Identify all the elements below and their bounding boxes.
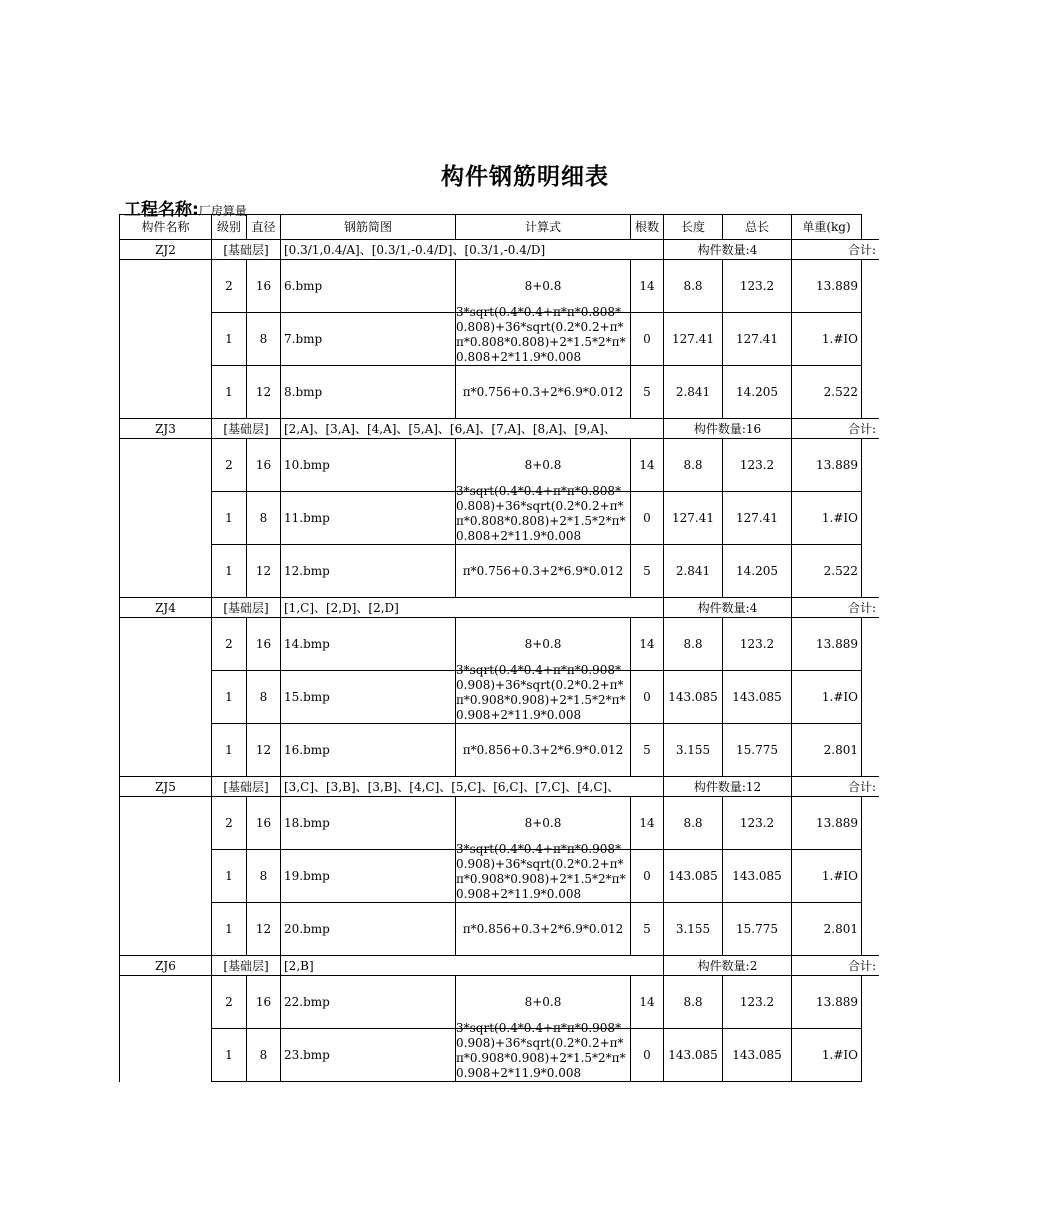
diameter-cell: 16: [247, 439, 281, 492]
diameter-cell: 12: [247, 903, 281, 956]
table-row: [120, 492, 880, 545]
formula-cell: π*0.756+0.3+2*6.9*0.012: [456, 366, 631, 419]
header-diagram: 钢筋简图: [281, 215, 456, 240]
formula-cell: 8+0.8: [456, 976, 631, 1029]
project-line: [124, 195, 247, 220]
formula-cell: π*0.856+0.3+2*6.9*0.012: [456, 903, 631, 956]
diagram-cell: 22.bmp: [281, 976, 456, 1029]
total-length-cell: 127.41: [723, 492, 792, 545]
table-row: [120, 545, 880, 598]
component-positions: [2,A]、[3,A]、[4,A]、[5,A]、[6,A]、[7,A]、[8,A]、[9,A]、: [281, 419, 664, 439]
grade-cell: 2: [212, 439, 247, 492]
total-label: 合计:: [792, 419, 880, 439]
diameter-cell: 8: [247, 313, 281, 366]
length-cell: 127.41: [664, 492, 723, 545]
grade-cell: 2: [212, 260, 247, 313]
unit-weight-cell: 13.889: [792, 976, 862, 1029]
floor-label: [基础层]: [212, 956, 281, 976]
length-cell: 2.841: [664, 545, 723, 598]
unit-weight-cell: 13.889: [792, 797, 862, 850]
count-cell: 0: [631, 850, 664, 903]
unit-weight-cell: 2.801: [792, 903, 862, 956]
total-label: 合计:: [792, 240, 880, 260]
project-label: 工程名称:: [124, 200, 199, 220]
component-positions: [1,C]、[2,D]、[2,D]: [281, 598, 664, 618]
length-cell: 8.8: [664, 976, 723, 1029]
diameter-cell: 16: [247, 618, 281, 671]
diameter-cell: 16: [247, 797, 281, 850]
component-name-blank: [120, 797, 212, 956]
formula-text: 3*sqrt(0.4*0.4+π*π*0.808*0.808)+36*sqrt(0.2*0.2+π*π*0.808*0.808)+2*1.5*2*π*0.808+2*11.9*0.008: [456, 305, 626, 364]
formula-cell: π*0.856+0.3+2*6.9*0.012: [456, 724, 631, 777]
component-name-blank: [120, 618, 212, 777]
total-length-cell: 123.2: [723, 976, 792, 1029]
table-row: [120, 724, 880, 777]
unit-weight-cell: 1.#IO: [792, 850, 862, 903]
total-length-cell: 123.2: [723, 260, 792, 313]
length-cell: 8.8: [664, 797, 723, 850]
unit-weight-cell: 1.#IO: [792, 313, 862, 366]
total-label: 合计:: [792, 777, 880, 797]
length-cell: 8.8: [664, 260, 723, 313]
count-cell: 14: [631, 797, 664, 850]
unit-weight-cell: 1.#IO: [792, 1029, 862, 1082]
grade-cell: 2: [212, 797, 247, 850]
grade-cell: 1: [212, 313, 247, 366]
formula-cell: 8+0.8: [456, 439, 631, 492]
component-count: 构件数量:4: [664, 240, 792, 260]
count-cell: 0: [631, 492, 664, 545]
header-length: 长度: [664, 215, 723, 240]
grade-cell: 1: [212, 366, 247, 419]
formula-text: 3*sqrt(0.4*0.4+π*π*0.908*0.908)+36*sqrt(0.2*0.2+π*π*0.908*0.908)+2*1.5*2*π*0.908+2*11.9*0.008: [456, 842, 626, 901]
unit-weight-cell: 2.522: [792, 366, 862, 419]
header-unit-weight: 单重(kg): [792, 215, 862, 240]
total-length-cell: 127.41: [723, 313, 792, 366]
formula-cell: 8+0.8: [456, 797, 631, 850]
count-cell: 5: [631, 366, 664, 419]
unit-weight-cell: 13.889: [792, 260, 862, 313]
diagram-cell: 20.bmp: [281, 903, 456, 956]
rebar-detail-table: [119, 214, 879, 1082]
diameter-cell: 8: [247, 1029, 281, 1082]
page-title: 构件钢筋明细表: [441, 164, 609, 190]
unit-weight-cell: 13.889: [792, 439, 862, 492]
length-cell: 3.155: [664, 724, 723, 777]
diameter-cell: 16: [247, 976, 281, 1029]
diagram-cell: 7.bmp: [281, 313, 456, 366]
diagram-cell: 6.bmp: [281, 260, 456, 313]
count-cell: 5: [631, 545, 664, 598]
length-cell: 143.085: [664, 671, 723, 724]
header-formula: 计算式: [456, 215, 631, 240]
total-length-cell: 143.085: [723, 850, 792, 903]
grade-cell: 1: [212, 850, 247, 903]
grade-cell: 1: [212, 903, 247, 956]
formula-cell: 8+0.8: [456, 260, 631, 313]
total-label: 合计:: [792, 956, 880, 976]
diagram-cell: 16.bmp: [281, 724, 456, 777]
length-cell: 3.155: [664, 903, 723, 956]
count-cell: 5: [631, 724, 664, 777]
grade-cell: 2: [212, 618, 247, 671]
length-cell: 127.41: [664, 313, 723, 366]
component-positions: [3,C]、[3,B]、[3,B]、[4,C]、[5,C]、[6,C]、[7,C]、[4,C]、: [281, 777, 664, 797]
grade-cell: 1: [212, 1029, 247, 1082]
component-name-blank: [120, 439, 212, 598]
formula-cell: 8+0.8: [456, 618, 631, 671]
table-row: [120, 313, 880, 366]
table-row: [120, 850, 880, 903]
grade-cell: 1: [212, 671, 247, 724]
project-name: 厂房算量: [198, 204, 247, 218]
total-length-cell: 123.2: [723, 439, 792, 492]
component-name: ZJ4: [120, 598, 212, 618]
header-diameter: 直径: [247, 215, 281, 240]
total-length-cell: 123.2: [723, 797, 792, 850]
formula-cell: [456, 484, 631, 545]
formula-text: 3*sqrt(0.4*0.4+π*π*0.908*0.908)+36*sqrt(0.2*0.2+π*π*0.908*0.908)+2*1.5*2*π*0.908+2*11.9*0.008: [456, 1021, 626, 1080]
component-count: 构件数量:4: [664, 598, 792, 618]
count-cell: 14: [631, 618, 664, 671]
diameter-cell: 12: [247, 545, 281, 598]
diagram-cell: 8.bmp: [281, 366, 456, 419]
component-positions: [2,B]: [281, 956, 664, 976]
formula-cell: [456, 305, 631, 366]
total-length-cell: 15.775: [723, 724, 792, 777]
grade-cell: 1: [212, 492, 247, 545]
formula-cell: [456, 842, 631, 903]
length-cell: 2.841: [664, 366, 723, 419]
table-row: [120, 903, 880, 956]
count-cell: 0: [631, 671, 664, 724]
formula-cell: [456, 1021, 631, 1082]
count-cell: 14: [631, 439, 664, 492]
total-length-cell: 123.2: [723, 618, 792, 671]
diagram-cell: 23.bmp: [281, 1029, 456, 1082]
group-row: [120, 956, 880, 976]
count-cell: 0: [631, 313, 664, 366]
formula-cell: π*0.756+0.3+2*6.9*0.012: [456, 545, 631, 598]
diagram-cell: 11.bmp: [281, 492, 456, 545]
diagram-cell: 10.bmp: [281, 439, 456, 492]
unit-weight-cell: 2.522: [792, 545, 862, 598]
diagram-cell: 12.bmp: [281, 545, 456, 598]
length-cell: 143.085: [664, 1029, 723, 1082]
diameter-cell: 8: [247, 671, 281, 724]
total-label: 合计:: [792, 598, 880, 618]
count-cell: 5: [631, 903, 664, 956]
count-cell: 14: [631, 260, 664, 313]
grade-cell: 2: [212, 976, 247, 1029]
floor-label: [基础层]: [212, 240, 281, 260]
group-row: [120, 419, 880, 439]
unit-weight-cell: 13.889: [792, 618, 862, 671]
header-row: [120, 215, 880, 240]
diagram-cell: 19.bmp: [281, 850, 456, 903]
diameter-cell: 16: [247, 260, 281, 313]
diameter-cell: 8: [247, 850, 281, 903]
formula-text: 3*sqrt(0.4*0.4+π*π*0.808*0.808)+36*sqrt(0.2*0.2+π*π*0.808*0.808)+2*1.5*2*π*0.808+2*11.9*0.008: [456, 484, 626, 543]
total-length-cell: 14.205: [723, 366, 792, 419]
total-length-cell: 14.205: [723, 545, 792, 598]
component-count: 构件数量:12: [664, 777, 792, 797]
count-cell: 14: [631, 976, 664, 1029]
grade-cell: 1: [212, 545, 247, 598]
count-cell: 0: [631, 1029, 664, 1082]
header-total-length: 总长: [723, 215, 792, 240]
group-row: [120, 598, 880, 618]
table-row: [120, 1029, 880, 1082]
grade-cell: 1: [212, 724, 247, 777]
header-grade: 级别: [212, 215, 247, 240]
table-row: [120, 671, 880, 724]
table-viewport: [119, 214, 876, 1102]
component-positions: [0.3/1,0.4/A]、[0.3/1,-0.4/D]、[0.3/1,-0.4/D]: [281, 240, 664, 260]
floor-label: [基础层]: [212, 598, 281, 618]
length-cell: 8.8: [664, 439, 723, 492]
header-count: 根数: [631, 215, 664, 240]
unit-weight-cell: 2.801: [792, 724, 862, 777]
length-cell: 143.085: [664, 850, 723, 903]
header-name: 构件名称: [120, 215, 212, 240]
diameter-cell: 8: [247, 492, 281, 545]
formula-text: 3*sqrt(0.4*0.4+π*π*0.908*0.908)+36*sqrt(0.2*0.2+π*π*0.908*0.908)+2*1.5*2*π*0.908+2*11.9*0.008: [456, 663, 626, 722]
total-length-cell: 15.775: [723, 903, 792, 956]
diameter-cell: 12: [247, 724, 281, 777]
diagram-cell: 14.bmp: [281, 618, 456, 671]
group-row: [120, 777, 880, 797]
component-name: ZJ5: [120, 777, 212, 797]
length-cell: 8.8: [664, 618, 723, 671]
component-count: 构件数量:2: [664, 956, 792, 976]
total-length-cell: 143.085: [723, 1029, 792, 1082]
component-name: ZJ3: [120, 419, 212, 439]
component-name-blank: [120, 260, 212, 419]
unit-weight-cell: 1.#IO: [792, 492, 862, 545]
component-name: ZJ6: [120, 956, 212, 976]
floor-label: [基础层]: [212, 419, 281, 439]
table-row: [120, 366, 880, 419]
component-count: 构件数量:16: [664, 419, 792, 439]
component-name-blank: [120, 976, 212, 1082]
component-name: ZJ2: [120, 240, 212, 260]
total-length-cell: 143.085: [723, 671, 792, 724]
diagram-cell: 18.bmp: [281, 797, 456, 850]
unit-weight-cell: 1.#IO: [792, 671, 862, 724]
group-row: [120, 240, 880, 260]
diagram-cell: 15.bmp: [281, 671, 456, 724]
formula-cell: [456, 663, 631, 724]
floor-label: [基础层]: [212, 777, 281, 797]
diameter-cell: 12: [247, 366, 281, 419]
